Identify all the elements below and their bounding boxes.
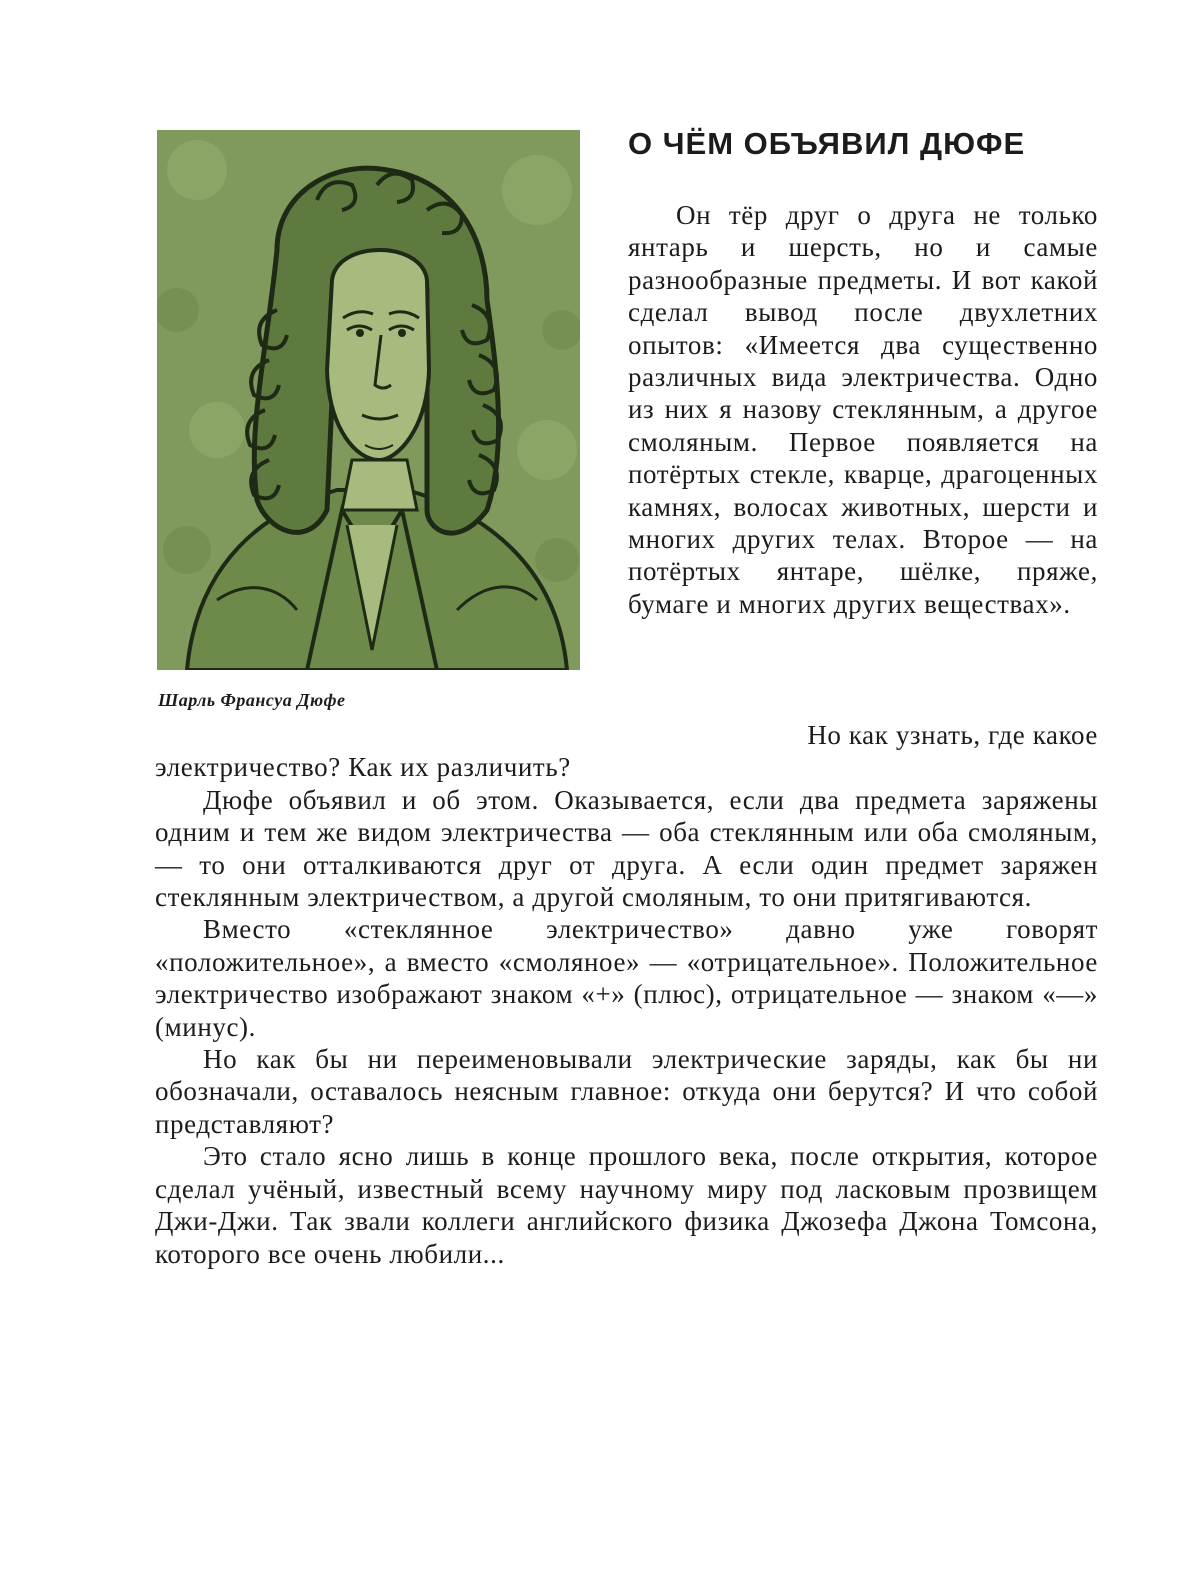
side-paragraph: Он тёр друг о друга не только янтарь и шерсть, но и самые разнообразные предметы. И вот какой сделал вывод после двухлетних опытов: «Имеется два существенно различных вида электричества. Одно из них я назову стеклянным, а другое смоляным. Первое появляется на потёртых стекле, кварце, драгоценных камнях, волосах животных, шерсти и многих других телах. Второе — на потёртых янтаре, шёлке, пряже, бумаге и многих других веществах». bbox=[628, 200, 1098, 619]
main-text bbox=[155, 719, 1098, 1270]
portrait-caption: Шарль Франсуа Дюфе bbox=[158, 690, 346, 710]
transition-paragraph bbox=[155, 719, 1098, 784]
paragraph-3: Но как бы ни переименовывали электрические заряды, как бы ни обозначали, оставалось неясным главное: откуда они берутся? И что собой представляют? bbox=[155, 1044, 1098, 1139]
paragraph-2: Вместо «стеклянное электричество» давно уже говорят «положительное», а вместо «смоляное» — «отрицательное». Положительное электричество изображают знаком «+» (плюс), отрицательное — знаком «—» (минус). bbox=[155, 914, 1098, 1042]
portrait-image bbox=[157, 130, 580, 670]
paragraph-1: Дюфе объявил и об этом. Оказывается, если два предмета заряжены одним и тем же видом электричества — оба стеклянным или оба смоляным, — то они отталкиваются друг от друга. А если один предмет заряжен стеклянным электричеством, а другой смоляным, то они притягиваются. bbox=[155, 784, 1098, 913]
paragraph-4: Это стало ясно лишь в конце прошлого века, после открытия, которое сделал учёный, известный всему научному миру под ласковым прозвищем Джи-Джи. Так звали коллеги английского физика Джозефа Джона Томсона, которого все очень любили... bbox=[155, 1141, 1098, 1269]
portrait-engraving-icon bbox=[157, 130, 580, 670]
transition-line-2: электричество? Как их различить? bbox=[155, 752, 571, 783]
transition-line-1: Но как узнать, где какое bbox=[807, 720, 1098, 750]
article-title: О ЧЁМ ОБЪЯВИЛ ДЮФЕ bbox=[628, 126, 1026, 161]
